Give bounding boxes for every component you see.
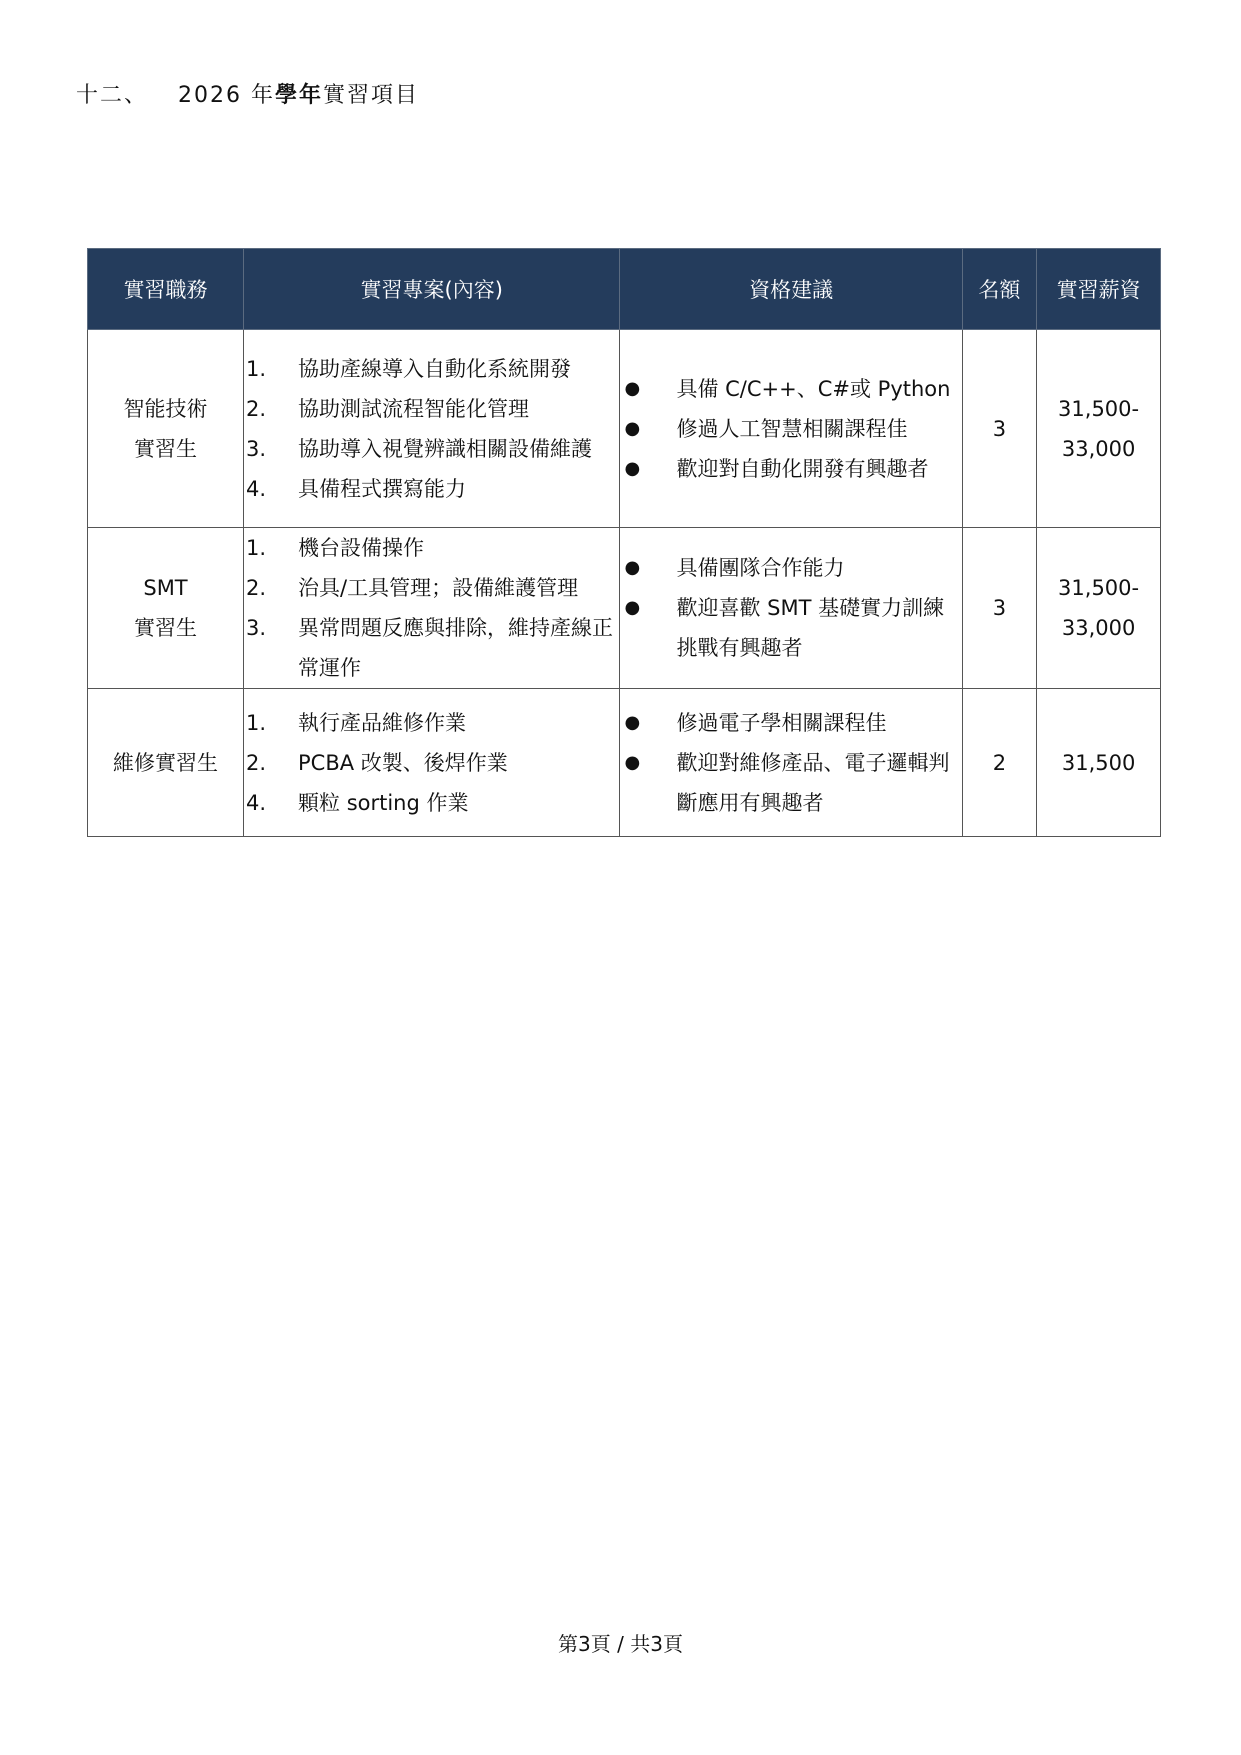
list-item [244, 608, 617, 688]
position-text: 維修實習生 [113, 750, 218, 775]
item-number: 4. [246, 790, 267, 815]
item-text: 機台設備操作 [298, 536, 425, 560]
item-number: 2. [246, 576, 267, 600]
item-number: 1. [246, 710, 267, 735]
item-number: 1. [246, 356, 267, 381]
salary-cell [1037, 528, 1161, 689]
projects-cell [244, 330, 620, 528]
item-text: 執行產品維修作業 [298, 710, 467, 735]
item-text: 具備團隊合作能力 [676, 556, 845, 580]
heading-bold: 學年 [275, 83, 324, 108]
item-number: 4. [246, 476, 267, 501]
list-item [620, 449, 959, 489]
item-number: 2. [246, 396, 267, 421]
item-text: PCBA 改製、後焊作業 [298, 750, 508, 775]
qualifications-cell [620, 689, 962, 837]
salary-cell [1037, 689, 1161, 837]
item-text: 異常問題反應與排除，維持產線正常運作 [298, 616, 614, 680]
bullet-icon: ● [624, 457, 641, 479]
position-cell [88, 330, 244, 528]
count-cell: 3 [962, 330, 1036, 528]
list-item [244, 469, 617, 509]
position-text: 實習生 [134, 616, 197, 640]
position-text: 實習生 [134, 436, 197, 461]
bullet-icon: ● [624, 557, 641, 578]
projects-cell [244, 528, 620, 689]
list-item [620, 369, 959, 409]
list-item [620, 409, 959, 449]
header-salary: 實習薪資 [1037, 249, 1161, 330]
bullet-icon: ● [624, 751, 641, 773]
table-row [88, 330, 1161, 528]
qualifications-cell [620, 330, 962, 528]
table-row [88, 689, 1161, 837]
header-qualifications: 資格建議 [620, 249, 962, 330]
heading-rest: 實習項目 [323, 83, 420, 108]
salary-cell [1037, 330, 1161, 528]
list-item [620, 743, 959, 823]
position-text: SMT [143, 576, 188, 600]
item-text: 顆粒 sorting 作業 [298, 790, 469, 815]
bullet-icon: ● [624, 711, 641, 733]
header-projects: 實習專案(內容) [244, 249, 620, 330]
heading-year: 2026 年 [178, 83, 275, 108]
salary-text: 31,500- [1058, 576, 1140, 600]
list-item [244, 703, 617, 743]
position-text: 智能技術 [123, 396, 208, 421]
header-count: 名額 [962, 249, 1036, 330]
internship-table [87, 248, 1161, 837]
bullet-icon: ● [624, 417, 641, 439]
item-text: 歡迎對維修產品、電子邏輯判斷應用有興趣者 [676, 750, 950, 815]
count-cell: 3 [962, 528, 1036, 689]
item-text: 協助導入視覺辨識相關設備維護 [298, 436, 593, 461]
section-heading [76, 78, 419, 109]
list-item [244, 528, 617, 568]
list-item [244, 349, 617, 389]
item-text: 具備 C/C++、C#或 Python [676, 376, 951, 401]
item-number: 3. [246, 436, 267, 461]
salary-text: 31,500- [1058, 396, 1140, 421]
salary-text: 33,000 [1061, 616, 1136, 640]
item-number: 3. [246, 616, 267, 640]
salary-text: 33,000 [1061, 436, 1136, 461]
salary-text: 31,500 [1061, 750, 1136, 775]
item-text: 修過人工智慧相關課程佳 [676, 416, 908, 441]
item-text: 治具/工具管理；設備維護管理 [298, 576, 579, 600]
item-text: 歡迎喜歡 SMT 基礎實力訓練挑戰有興趣者 [676, 596, 945, 660]
item-number: 2. [246, 750, 267, 775]
page-footer: 第3頁 / 共3頁 [558, 1632, 683, 1656]
item-text: 協助測試流程智能化管理 [298, 396, 530, 421]
item-text: 歡迎對自動化開發有興趣者 [676, 456, 929, 481]
list-item [244, 429, 617, 469]
section-number: 十二、 [76, 83, 149, 108]
bullet-icon: ● [624, 377, 641, 399]
header-position: 實習職務 [88, 249, 244, 330]
item-text: 具備程式撰寫能力 [298, 476, 467, 501]
position-cell [88, 528, 244, 689]
table-row [88, 528, 1161, 689]
item-text: 協助產線導入自動化系統開發 [298, 356, 572, 381]
position-cell [88, 689, 244, 837]
count-cell: 2 [962, 689, 1036, 837]
projects-cell [244, 689, 620, 837]
list-item [244, 783, 617, 823]
list-item [244, 743, 617, 783]
list-item [620, 703, 959, 743]
bullet-icon: ● [624, 597, 641, 618]
item-number: 1. [246, 536, 267, 560]
list-item [620, 588, 959, 668]
list-item [244, 389, 617, 429]
list-item [620, 548, 959, 588]
list-item [244, 568, 617, 608]
item-text: 修過電子學相關課程佳 [676, 710, 887, 735]
table-header-row [88, 249, 1161, 330]
qualifications-cell [620, 528, 962, 689]
